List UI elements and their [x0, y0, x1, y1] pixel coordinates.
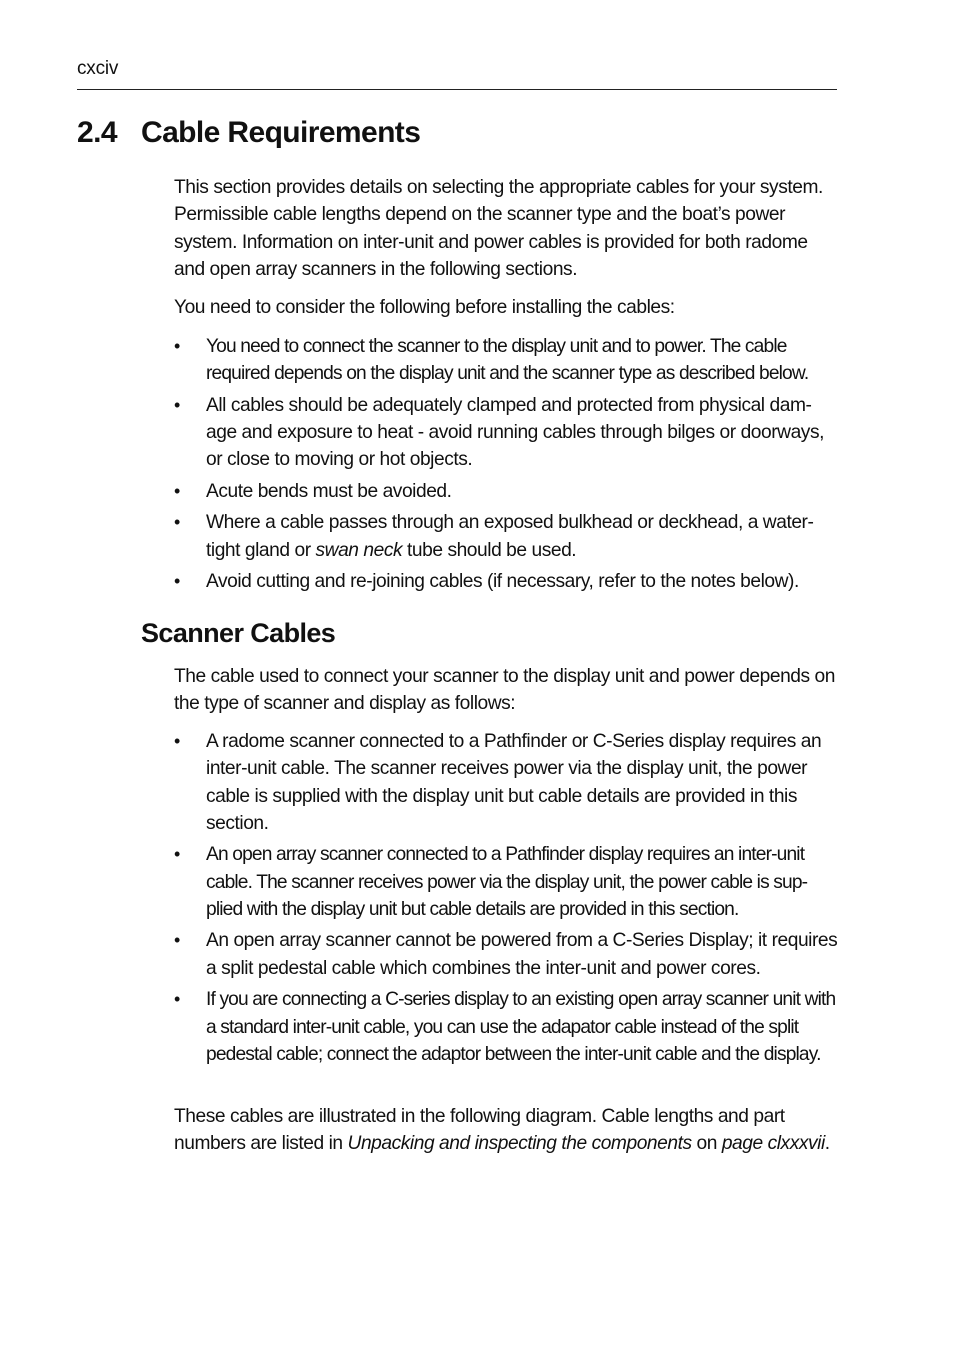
list-item-text: If you are connecting a C-series display to an existing open array scanner unit with a standard inter-unit cable, you can use the adapator cable instead of the split pedestal cable; connect the adaptor between the inter-unit cable and the display.: [206, 989, 836, 1065]
list-item-text: An open array scanner cannot be powered from a C-Series Display; it requires a split pedestal cable which combines the inter-unit and power cores.: [206, 930, 838, 979]
header-rule: [77, 89, 837, 90]
list-item-text: Where a cable passes through an exposed bulkhead or deckhead, a water-tight gland or: [206, 512, 814, 561]
closing-text-middle: on: [691, 1133, 722, 1155]
list-item-text: All cables should be adequately clamped and protected from physical dam-age and exposure to heat - avoid running cables through bilges or doorways, or close to moving or hot objects.: [206, 394, 824, 471]
list-item: [174, 927, 838, 982]
considerations-lead-paragraph: You need to consider the following before installing the cables:: [174, 297, 675, 318]
scanner-cables-list: [174, 728, 838, 1072]
list-item-text-tail: tube should be used.: [402, 539, 577, 561]
section-title: Cable Requirements: [141, 116, 421, 149]
bullet-icon: •: [174, 480, 180, 501]
considerations-list: [174, 333, 838, 600]
page-number: cxciv: [77, 58, 119, 79]
scanner-cables-closing-paragraph: [174, 1103, 838, 1158]
list-item: [174, 509, 838, 564]
list-item: [174, 728, 838, 837]
section-intro-paragraph: This section provides details on selecting the appropriate cables for your system. Permissible cable lengths depend on the scanner type and the boat’s power system. Information on inter-unit and power cables is provided for both radome and open array scanners in the following sections.: [174, 177, 823, 280]
list-item-text: You need to connect the scanner to the display unit and to power. The cable required depends on the display unit and the scanner type as described below.: [206, 336, 809, 385]
bullet-icon: •: [174, 512, 180, 533]
list-item-text: A radome scanner connected to a Pathfinder or C-Series display requires an inter-unit cable. The scanner receives power via the display unit, the power cable is supplied with the display unit but cable details are provided in this section.: [206, 731, 822, 834]
bullet-icon: •: [174, 844, 180, 865]
closing-text-end: .: [824, 1133, 830, 1155]
bullet-icon: •: [174, 336, 180, 356]
bullet-icon: •: [174, 930, 180, 951]
list-item: [174, 841, 838, 923]
closing-text: These cables are illustrated in the following diagram. Cable lengths and part numbers are listed in: [174, 1106, 785, 1155]
list-item-text: Acute bends must be avoided.: [206, 480, 452, 502]
bullet-icon: •: [174, 989, 180, 1010]
page-reference-link[interactable]: page clxxxvii: [721, 1133, 825, 1155]
list-item: [174, 986, 838, 1068]
list-item: [174, 568, 838, 595]
scanner-cables-heading: Scanner Cables: [141, 618, 336, 648]
list-item: [174, 392, 838, 474]
swan-neck-term: swan neck: [315, 539, 403, 561]
section-number: 2.4: [77, 116, 117, 149]
list-item: [174, 333, 838, 388]
bullet-icon: •: [174, 731, 180, 751]
cross-reference-link[interactable]: Unpacking and inspecting the components: [347, 1133, 692, 1155]
list-item-text: Avoid cutting and re-joining cables (if necessary, refer to the notes below).: [206, 571, 799, 593]
section-heading: [77, 116, 420, 150]
bullet-icon: •: [174, 571, 180, 592]
scanner-cables-intro-paragraph: The cable used to connect your scanner to the display unit and power depends on the type of scanner and display as follows:: [174, 666, 835, 715]
list-item: [174, 478, 838, 505]
list-item-text: An open array scanner connected to a Pathfinder display requires an inter-unit cable. The scanner receives power via the display unit, the power cable is sup-plied with the display unit but cable details are provided in this section.: [206, 844, 808, 920]
bullet-icon: •: [174, 394, 180, 415]
